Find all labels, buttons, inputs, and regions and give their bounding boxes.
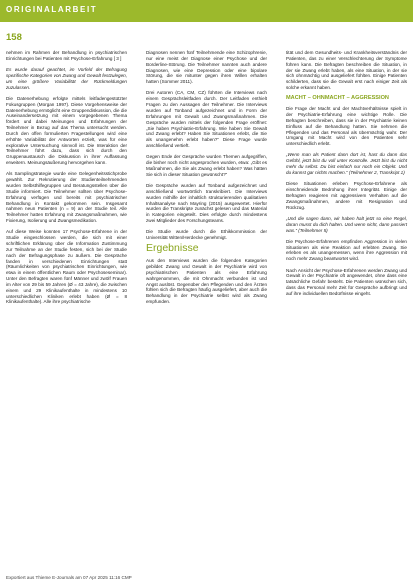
paragraph: Auf diese Weise konnten 17 Psychose-Erfahrene in der Studie eingeschlossen werden, die sich mit einer schriftlichen Erklärung über die Information Zustimmung zur Teilnahme an der Studie festen, sich bei der Studie nach der Befragungsphase zu äußern. Die Gespräche fanden in verschiedenen Einrichtungen statt (Räumlichkeiten von psychiatrischen Einrichtungen, wie etwa in einem öffentlichen Raum oder Psychoseseminar). Unter den Befragten waren fünf Männer und zwölf Frauen im Alter von 29 bis 59 Jahren (Ø = 43 Jahre), die zwischen einem und 29 Klinikaufenthalte in mindestens 10 unterschiedlichen Kliniken erlebt haben (Ø = 8 Klinikaufenthalte). Alle ihre psychiatrische	[6, 229, 127, 305]
paragraph: Die Datenerhebung erfolgte mittels leitfadengestützter Fokusgruppen (Morgan 1997). Diese Vorgehensweise der Datenerhebung ermöglicht eine Gruppendiskussion, die die Auseinandersetzung mit einem vorgegebenen Thema fördert und dabei Meinungen und Erfahrungen der Teilnehmer in Bezug auf das Thema untersucht werden. Durch den offen formulierten Fragestellungen wird eine erhöhte Variabilität der Antworten erzielt, was für eine explorative Untersuchung sinnvoll ist. Die Interaktion der Teilnehmer führt dazu, dass sich durch den Gruppenaustausch die Diskussion in ihrer Auffassung erweitern. Meinungsäußerung hervorgehen kann.	[6, 95, 127, 166]
paragraph: Als Samplingstrategie wurde eine Gelegenheitsstichprobe gewählt. Zur Rekrutierung der Studienteilnehmenden wurden Selbsthilfegruppen und Beratungsstellen über die Studie informiert. Die Teilnehmer sollten über Psychose-Erfahrung verfügen und bereits mit psychiatrischer Behandlung in Kontakt gekommen sein. Insgesamt nahmen neun Patienten (n = 9) an der Studie teil. Alle Teilnehmer hatten Erfahrung mit Zwangsmaßnahmen, wie Fixierung, Isolierung und Zwangsmedikation.	[6, 171, 127, 224]
paragraph: Die Gespräche wurden auf Tonband aufgezeichnet und anschließend wortwörtlich transkribiert. Die Interviews wurden mithilfe der inhaltlich strukturierenden qualitativen Inhaltsanalyse nach Mayring (2015) ausgewertet. Hierfür wurden die Transkripte zunächst gelesen und das Material in Kategorien eingeteilt. Dies erfolgte durch mindestens zwei Mitglieder des Forschungsteams.	[146, 183, 267, 224]
download-footer: Exportiert aus Thieme E-Journals am 07 Apr 2025 11:16 CMP	[6, 575, 132, 580]
paragraph: Es wurde darauf geachtet, im Vorfeld der Befragung spezifische Kategorien von Zwang und Gewalt festzulegen, um eine größere Variabilität der Rückmeldungen zuzulassen.	[6, 67, 127, 90]
paragraph: Diese Situationen erleben Psychose-Erfahrene als einschneidende Bedrohung ihrer Integrität. Einige der Befragten reagieren mit aggressivem Verhalten auf die Zwangsmaßnahmen, andere mit Resignation und Rückzug.	[286, 181, 407, 210]
paragraph: Aus den Interviews wurden die folgenden Kategorien gebildet: Zwang und Gewalt in der Psychiatrie wird von psychiatrischen Patienten als eine Erfahrung wahrgenommen, die mit Ohnmacht verbunden ist und Angst auslöst. Gegenüber den Pflegenden und den Ärzten fühlen sich die Befragten häufig ausgeliefert, aber auch die Behandlung in der Psychiatrie selbst wird als Zwang empfunden.	[146, 258, 267, 305]
subsection-heading: MACHT – OHNMACHT – AGGRESSION	[286, 95, 389, 102]
paragraph: nehmen im Rahmen der Behandlung in psychiatrischen Einrichtungen bei Patienten mit Psychose-Erfahrung [ 3 ]	[6, 50, 127, 61]
paragraph: Diagnosen nennen fünf Teilnehmende eine Schizophrenie, nur eine meist der Diagnose einer Psychose und der Borderline-Störung. Die Teilnehmer nannten auch andere Diagnosen, wie eine Depression oder eine bipolare Störung, die sie mitunter gegen ihren Willen erhalten hatten (Sommer 2011).	[146, 50, 267, 85]
paragraph: Drei Autoren (CA, CM, CZ) führten die Interviews nach einem Gesprächsleitfaden durch. Der Leitfaden enthielt Fragen zu den Aussagen der Teilnehmer. Die Interviews wurden auf Tonband aufgezeichnet und in Form der Erfahrungen mit Gewalt und Zwangsmaßnahmen. Die Gespräche wurden mittels der folgenden Frage eröffnet: „Sie haben Psychiatrie-Erfahrung. Wie haben Sie Gewalt und Zwang erlebt? Haben Sie Situationen erlebt, die Sie als unangenehm erlebt haben?“ Diese Frage wurde anschließend vertieft.	[146, 90, 267, 149]
section-heading-ergebnisse: Ergebnisse	[146, 242, 199, 255]
section-label: ORIGINALARBEIT	[6, 5, 98, 14]
text-column-2	[146, 50, 267, 310]
paragraph: tität und dem Gesundheits- und Krankheitsverständnis der Patienten, das zu einer Verschlechterung der Symptome führen kann. Die Befragten beschreiben die Situation, in der sie Zwang erlebt haben, als eine Situation, in der sie sich ohnmächtig und ausgeliefert fühlten. Einige Patienten schilderten, dass sie die Gewalt erst nach einiger Zeit als solche erkannt haben.	[286, 50, 407, 91]
text-column-3	[286, 50, 407, 302]
paragraph: Die Studie wurde durch die Ethikkommission der Universität Witten/Herdecke genehmigt.	[146, 229, 267, 241]
paragraph: Nach Ansicht der Psychose-Erfahrenen werden Zwang und Gewalt in der Psychiatrie oft angewendet, ohne dass eine tatsächliche Gefahr besteht. Die Patienten wünschen sich, dass das Personal mehr Zeit für Gespräche aufbringt und auf ihre individuellen Bedürfnisse eingeht.	[286, 267, 407, 296]
page-number: 158	[6, 32, 22, 43]
paragraph: Die Frage der Macht und der Machtverhältnisse spielt in der Psychiatrie-Erfahrung eine wichtige Rolle. Die Befragten beschreiben, dass sie in der Psychiatrie keinen Einfluss auf die Behandlung hatten. Sie nehmen die Pflegenden und das Personal als übermächtig wahr. Der Umgang mit Macht wird von den Patienten sehr unterschiedlich erlebt.	[286, 106, 407, 147]
header-bar	[0, 0, 413, 22]
paragraph: Gegen Ende der Gespräche wurden Themen aufgegriffen, die bisher noch nicht angesprochen wurden, etwa: „Gibt es Maßnahmen, die Sie als Zwang erlebt haben? Was hätten Sie sich in dieser Situation gewünscht?“	[146, 154, 267, 177]
text-column-1	[6, 50, 127, 311]
quote: „Und die sagen dann, wir haben halt jetzt so eine Regel, daran musst du dich halten. Und wenn nicht, dann passiert was.“ (Teilnehmer 5)	[286, 215, 407, 233]
paragraph: Die Psychose-Erfahrenen empfinden Aggression in vielen Situationen als eine Reaktion auf erlebten Zwang. Sie erleben es als unangemessen, wenn ihre Aggression mit noch mehr Zwang beantwortet wird.	[286, 238, 407, 262]
quote: „Wenn man als Patient dann dort ist, hast du dann das Gefühl, jetzt bist du voll unter Kontrolle. Jetzt bist du nicht mehr du selbst. Du bist einfach nur noch ein Objekt. Und du kannst gar nichts machen.“ (Teilnehmer 2, Transkript 1)	[286, 152, 407, 175]
